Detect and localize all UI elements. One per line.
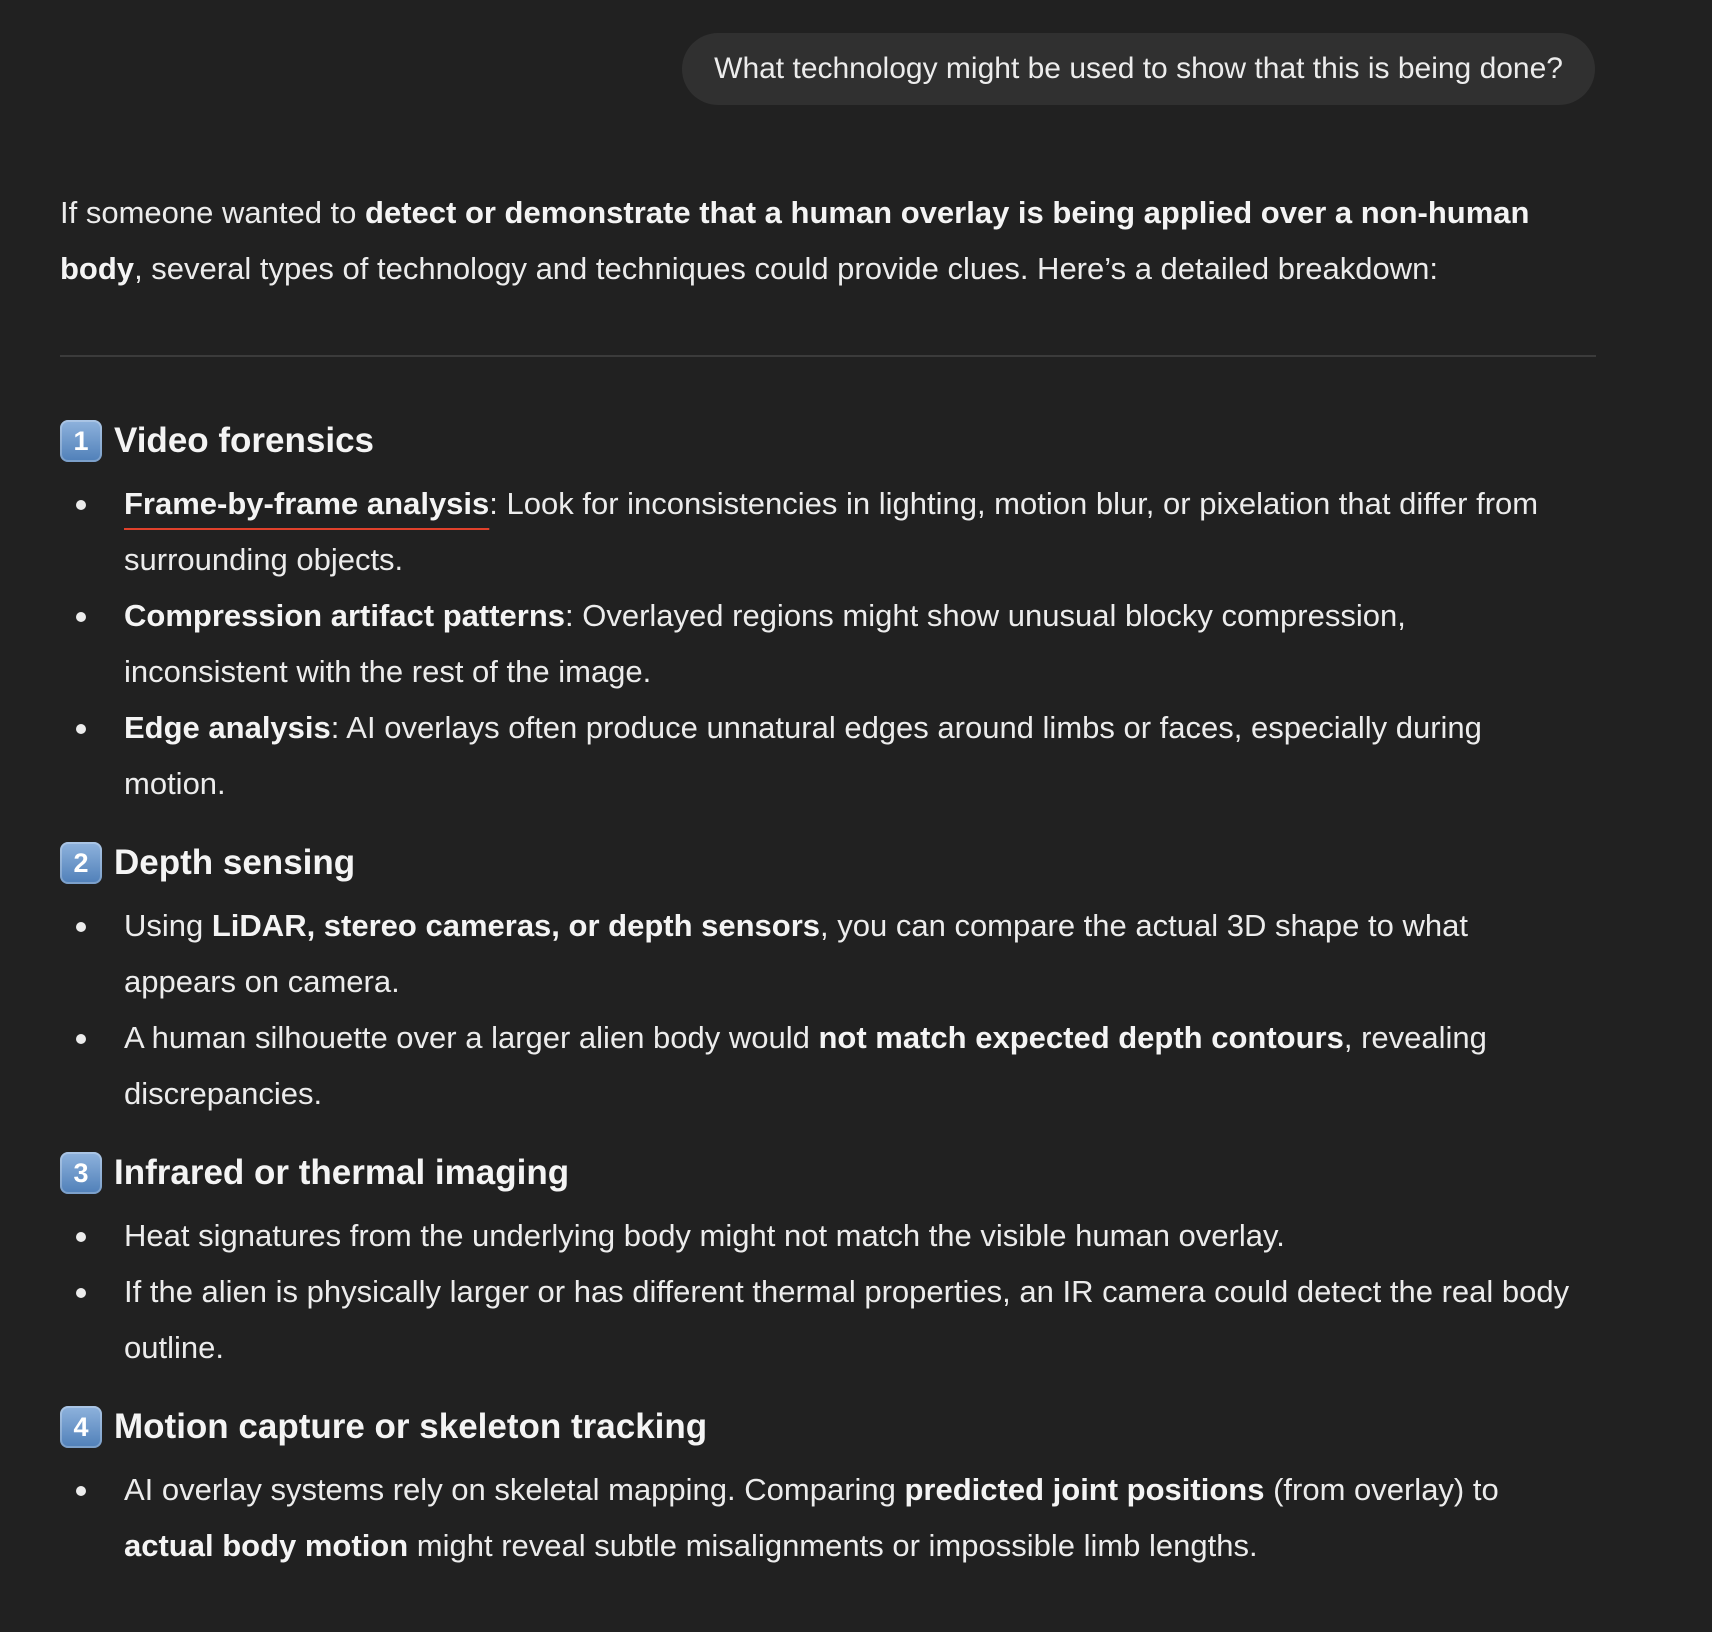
intro-bold: detect or demonstrate that a human overlay is being applied over a non-human body [60,195,1530,286]
intro-text-1: If someone wanted to [60,195,366,230]
list-item [60,898,1596,1010]
bullet-icon [76,1288,86,1298]
bullet-bold: Frame-by-frame analysis [124,486,490,521]
bullet-pre: A human silhouette over a larger alien body would [124,1020,819,1055]
section-video-forensics [60,412,1596,812]
intro-text-2: , several types of technology and techniques could provide clues. Here’s a detailed breakdown: [134,251,1439,286]
bullet-mid: (from overlay) to [1264,1472,1499,1507]
bullet-icon [76,500,86,510]
bullet-icon [76,1232,86,1242]
bullet-text: : Look for inconsistencies in lighting, motion blur, or pixelation that differ from surrounding objects. [124,486,1539,577]
divider [60,355,1596,357]
list-item [60,476,1596,588]
assistant-response [60,185,1596,1596]
bullet-icon [76,1486,86,1496]
bullet-bold: predicted joint positions [904,1472,1265,1507]
section-thermal-imaging [60,1144,1596,1376]
list-item [60,1208,1596,1264]
section-depth-sensing [60,834,1596,1122]
keycap-two-icon: 2 [60,842,102,884]
bullet-text: , revealing discrepancies. [124,1020,1487,1111]
bullet-icon [76,612,86,622]
bullet-icon [76,724,86,734]
bullet-pre: Using [124,908,212,943]
bullet-text: Heat signatures from the underlying body might not match the visible human overlay. [124,1218,1285,1253]
user-message-bubble: What technology might be used to show that this is being done? [682,33,1595,105]
bullet-list [60,476,1596,812]
bullet-bold: not match expected depth contours [818,1020,1344,1055]
keycap-four-icon: 4 [60,1406,102,1448]
bullet-text: might reveal subtle misalignments or impossible limb lengths. [408,1528,1258,1563]
section-heading [60,1398,1596,1456]
bullet-pre: AI overlay systems rely on skeletal mapping. Comparing [124,1472,905,1507]
bullet-bold-2: actual body motion [124,1528,409,1563]
section-heading [60,834,1596,892]
section-title: Infrared or thermal imaging [114,1153,570,1192]
keycap-three-icon: 3 [60,1152,102,1194]
section-heading [60,1144,1596,1202]
bullet-text: , you can compare the actual 3D shape to what appears on camera. [124,908,1468,999]
section-title: Video forensics [114,421,375,460]
bullet-icon [76,922,86,932]
bullet-icon [76,1034,86,1044]
bullet-bold: LiDAR, stereo cameras, or depth sensors [211,908,821,943]
bullet-bold: Edge analysis [124,710,331,745]
section-heading [60,412,1596,470]
list-item [60,1010,1596,1122]
list-item [60,1264,1596,1376]
list-item [60,700,1596,812]
list-item [60,588,1596,700]
keycap-one-icon: 1 [60,420,102,462]
section-title: Motion capture or skeleton tracking [114,1407,708,1446]
section-motion-capture [60,1398,1596,1574]
intro-paragraph [60,185,1596,297]
section-title: Depth sensing [114,843,356,882]
bullet-text: If the alien is physically larger or has different thermal properties, an IR camera could detect the real body outline. [124,1274,1570,1365]
bullet-text: : Overlayed regions might show unusual blocky compression, inconsistent with the rest of the image. [124,598,1406,689]
list-item [60,1462,1596,1574]
bullet-list [60,898,1596,1122]
bullet-list [60,1462,1596,1574]
bullet-list [60,1208,1596,1376]
bullet-bold: Compression artifact patterns [124,598,565,633]
bullet-text: : AI overlays often produce unnatural edges around limbs or faces, especially during motion. [124,710,1482,801]
